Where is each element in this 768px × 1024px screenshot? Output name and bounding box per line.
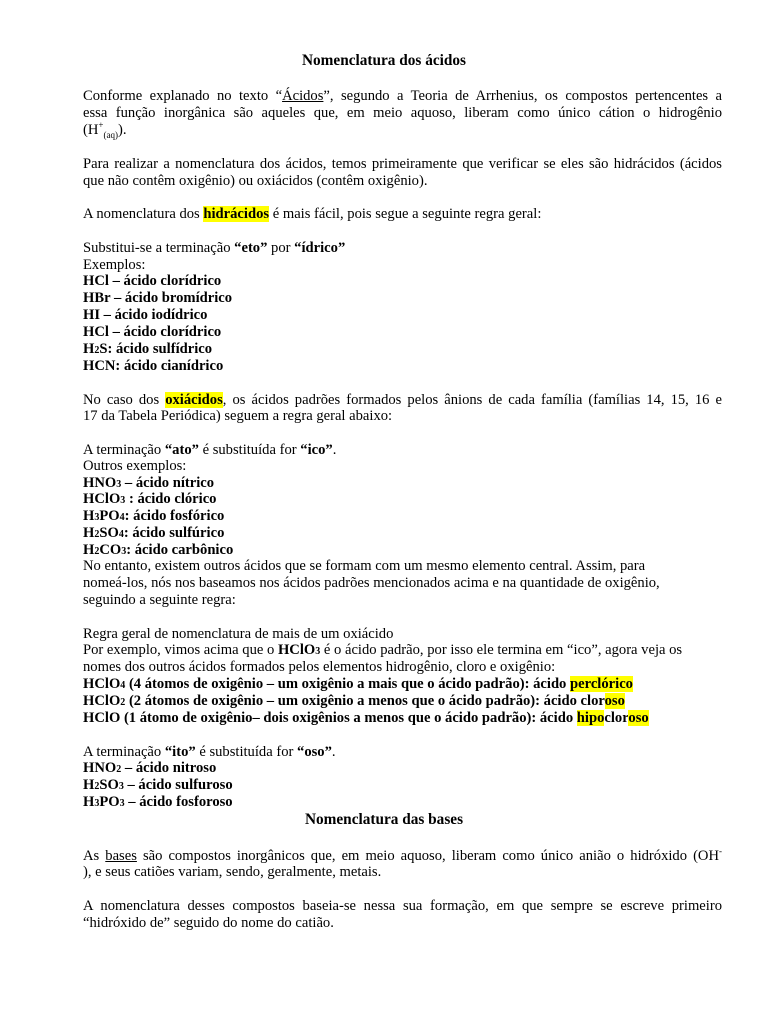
example-h2s: H2S: ácido sulfídrico (83, 341, 213, 357)
bases-line-1: As bases são compostos inorgânicos que, em meio aquoso, liberam como único anião o hidróxido (OH- (83, 846, 723, 864)
example-hno2: HNO2 – ácido nitroso (83, 760, 217, 776)
other-examples-label: Outros exemplos: (83, 458, 187, 474)
example-hclo2: HClO2 (2 átomos de oxigênio – um oxigênio a menos que o ácido padrão): ácido cloroso (83, 693, 625, 709)
rule-ito-oso: A terminação “ito” é substituída for “oso”. (83, 744, 336, 760)
section-title-acids: Nomenclatura dos ácidos (301, 52, 467, 69)
example-h2co3: H2CO3: ácido carbônico (83, 542, 234, 558)
classification-line-2: que não contêm oxigênio) ou oxiácidos (contêm oxigênio). (83, 173, 428, 189)
bases-line-2: ), e seus catiões variam, sendo, geralmente, metais. (83, 864, 382, 880)
rule-heading: Regra geral de nomenclatura de mais de um oxiácido (83, 626, 394, 642)
example-hcl-2: HCl – ácido clorídrico (83, 324, 222, 340)
intro-line-2: essa função inorgânica são aqueles que, em meio aquoso, liberam como único cátion o hidrogênio (83, 105, 722, 121)
bases-nomenclature-line-2: “hidróxido de” seguido do nome do catião. (83, 915, 334, 931)
hidracidos-highlight: hidrácidos (203, 206, 270, 222)
central-element-line-3: seguindo a seguinte regra: (83, 592, 236, 608)
example-hclo4: HClO4 (4 átomos de oxigênio – um oxigênio a mais que o ácido padrão): ácido perclórico (83, 676, 633, 692)
section-title-bases: Nomenclatura das bases (304, 811, 464, 828)
oxiacidos-highlight: oxiácidos (165, 392, 223, 408)
example-h2so4: H2SO4: ácido sulfúrico (83, 525, 225, 541)
example-intro-line-1: Por exemplo, vimos acima que o HClO3 é o ácido padrão, por isso ele termina em “ico”, agora veja os (83, 642, 683, 658)
example-h3po3: H3PO3 – ácido fosforoso (83, 794, 233, 810)
rule-eto-idrico: Substitui-se a terminação “eto” por “ídrico” (83, 240, 346, 256)
example-hclo: HClO (1 átomo de oxigênio– dois oxigênios a menos que o ácido padrão): ácido hipocloroso (83, 710, 649, 726)
classification-line-1: Para realizar a nomenclatura dos ácidos, temos primeiramente que verificar se eles são hidrácidos (ácidos (83, 156, 722, 172)
example-intro-line-2: nomes dos outros ácidos formados pelos elementos hidrogênio, cloro e oxigênio: (83, 659, 556, 675)
oxiacidos-line-1: No caso dos oxiácidos, os ácidos padrões formados pelos ânions de cada família (famílias 14, 15, 16 e (83, 392, 722, 408)
example-hcl: HCl – ácido clorídrico (83, 273, 222, 289)
central-element-line-2: nomeá-los, nós nos baseamos nos ácidos padrões mencionados acima e na quantidade de oxigênio, (83, 575, 660, 591)
intro-line-1: Conforme explanado no texto “Ácidos”, segundo a Teoria de Arrhenius, os compostos pertencentes a (83, 88, 722, 104)
example-hno3: HNO3 – ácido nítrico (83, 475, 215, 491)
bases-link[interactable]: bases (105, 848, 137, 864)
bases-nomenclature-line-1: A nomenclatura desses compostos baseia-se nessa sua formação, em que sempre se escreve primeiro (83, 898, 722, 914)
example-hclo3: HClO3 : ácido clórico (83, 491, 217, 507)
examples-label: Exemplos: (83, 257, 146, 273)
rule-ato-ico: A terminação “ato” é substituída for “ico”. (83, 442, 337, 458)
central-element-line-1: No entanto, existem outros ácidos que se formam com um mesmo elemento central. Assim, para (83, 558, 646, 574)
example-hi: HI – ácido iodídrico (83, 307, 208, 323)
hidracidos-intro: A nomenclatura dos hidrácidos é mais fácil, pois segue a seguinte regra geral: (83, 206, 542, 222)
example-hcn: HCN: ácido cianídrico (83, 358, 224, 374)
example-h3po4: H3PO4: ácido fosfórico (83, 508, 225, 524)
example-h2so3: H2SO3 – ácido sulfuroso (83, 777, 233, 793)
oxiacidos-line-2: 17 da Tabela Periódica) seguem a regra geral abaixo: (83, 408, 393, 424)
intro-line-3: $(H^+_{(aq)})$. (83, 120, 127, 140)
acidos-link[interactable]: Ácidos (282, 88, 324, 104)
example-hbr: HBr – ácido bromídrico (83, 290, 233, 306)
